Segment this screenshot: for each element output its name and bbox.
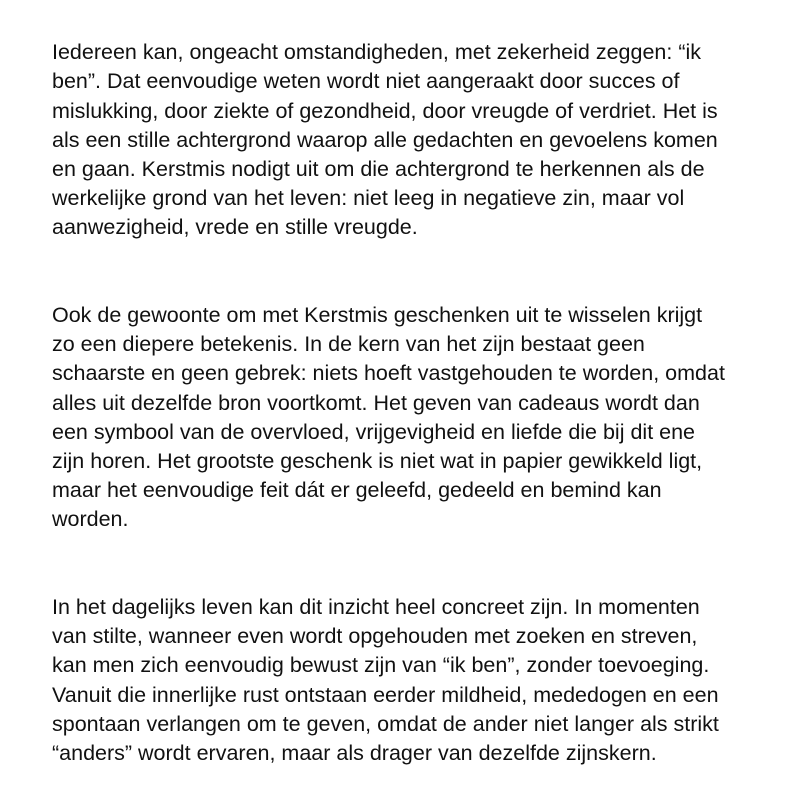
document-body: [52, 9, 772, 797]
paragraph-1: Iedereen kan, ongeacht omstandigheden, met zekerheid zeggen: “ik ben”. Dat eenvoudige weten wordt niet aangeraakt door succes of mislukking, door ziekte of gezondheid, door vreugde of verdriet. Het is als een stille achtergrond waarop alle gedachten en gevoelens komen en gaan. Kerstmis nodigt uit om die achtergrond te herkennen als de werkelijke grond van het leven: niet leeg in negatieve zin, maar vol aanwezigheid, vrede en stille vreugde.: [52, 40, 718, 240]
paragraph-2: Ook de gewoonte om met Kerstmis geschenken uit te wisselen krijgt zo een diepere betekenis. In de kern van het zijn bestaat geen schaarste en geen gebrek: niets hoeft vastgehouden te worden, omdat alles uit dezelfde bron voortkomt. Het geven van cadeaus wordt dan een symbool van de overvloed, vrijgevigheid en liefde die bij dit ene zijn horen. Het grootste geschenk is niet wat in papier gewikkeld ligt, maar het eenvoudige feit dát er geleefd, gedeeld en bemind kan worden.: [52, 303, 725, 532]
paragraph-3: In het dagelijks leven kan dit inzicht heel concreet zijn. In momenten van stilte, wanneer even wordt opgehouden met zoeken en streven, kan men zich eenvoudig bewust zijn van “ik ben”, zonder toevoeging. Vanuit die innerlijke rust ontstaan eerder mildheid, mededogen en een spontaan verlangen om te geven, omdat de ander niet langer als strikt “anders” wordt ervaren, maar als drager van dezelfde zijnskern.: [52, 595, 719, 766]
